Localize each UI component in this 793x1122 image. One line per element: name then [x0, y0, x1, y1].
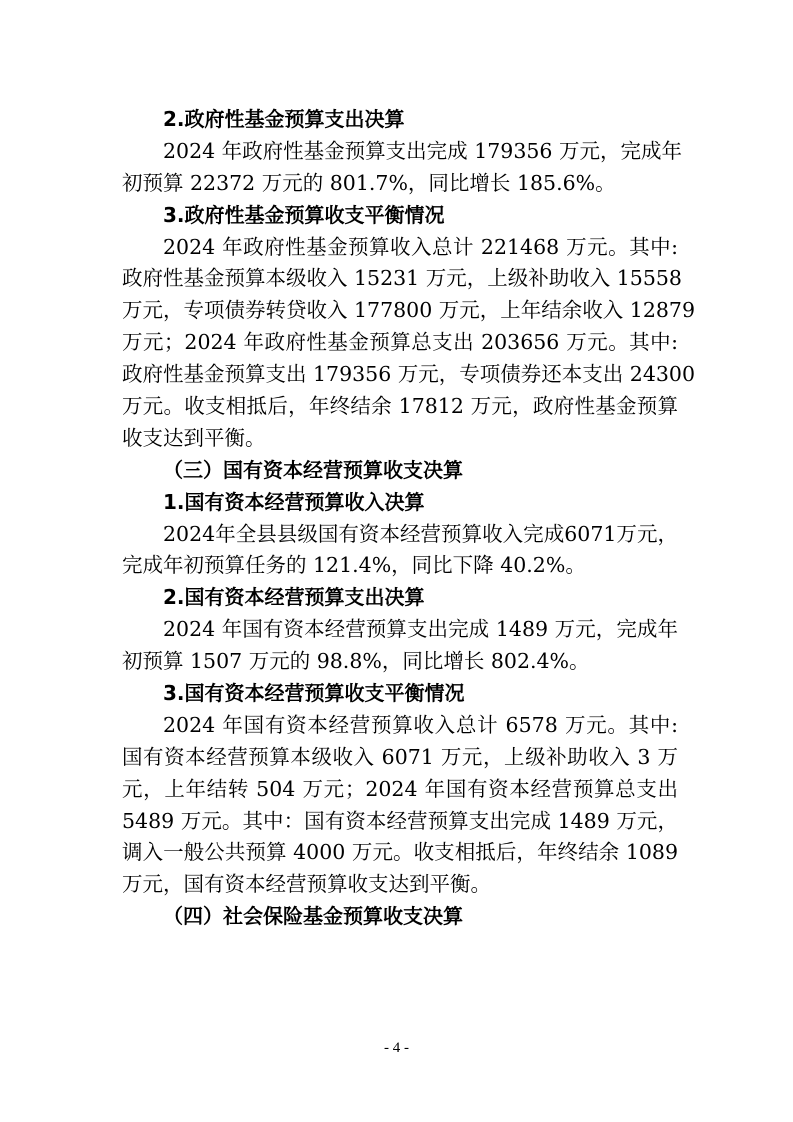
paragraph-line: 初预算 1507 万元的 98.8%，同比增长 802.4%。: [122, 649, 590, 674]
paragraph-line: 2024 年政府性基金预算收入总计 221468 万元。其中:: [163, 234, 678, 259]
paragraph-line: 2024 年国有资本经营预算收入总计 6578 万元。其中:: [163, 712, 678, 737]
paragraph-line: 完成年初预算任务的 121.4%，同比下降 40.2%。: [122, 553, 586, 578]
paragraph-line: 政府性基金预算本级收入 15231 万元，上级补助收入 15558: [122, 266, 682, 291]
paragraph-line: 万元，国有资本经营预算收支达到平衡。: [122, 872, 491, 897]
paragraph-line: 5489 万元。其中：国有资本经营预算支出完成 1489 万元，: [122, 808, 678, 833]
section-heading: 2.国有资本经营预算支出决算: [163, 585, 425, 610]
paragraph-line: 元，上年结转 504 万元；2024 年国有资本经营预算总支出: [122, 776, 678, 801]
paragraph-line: 调入一般公共预算 4000 万元。收支相抵后，年终结余 1089: [122, 840, 678, 865]
paragraph-line: 万元。收支相抵后，年终结余 17812 万元，政府性基金预算: [122, 394, 678, 419]
section-heading: 3.国有资本经营预算收支平衡情况: [163, 681, 465, 706]
section-heading: 1.国有资本经营预算收入决算: [163, 489, 425, 514]
page-number: - 4 -: [384, 1040, 409, 1056]
paragraph-line: 万元，专项债券转贷收入 177800 万元，上年结余收入 12879: [122, 298, 696, 323]
paragraph-line: 2024 年国有资本经营预算支出完成 1489 万元，完成年: [163, 617, 678, 642]
paragraph-line: 2024年全县县级国有资本经营预算收入完成6071万元，: [163, 521, 678, 546]
paragraph-line: 初预算 22372 万元的 801.7%，同比增长 185.6%。: [122, 170, 616, 195]
paragraph-line: 国有资本经营预算本级收入 6071 万元，上级补助收入 3 万: [122, 744, 678, 769]
section-heading: 3.政府性基金预算收支平衡情况: [163, 202, 445, 227]
paragraph-line: 2024 年政府性基金预算支出完成 179356 万元，完成年: [163, 138, 682, 163]
paragraph-line: 收支达到平衡。: [122, 425, 266, 450]
section-heading: （三）国有资本经营预算收支决算: [163, 457, 463, 482]
document-body: [122, 104, 696, 933]
section-heading: （四）社会保险基金预算收支决算: [163, 904, 463, 929]
section-heading: 2.政府性基金预算支出决算: [163, 107, 405, 131]
paragraph-line: 万元；2024 年政府性基金预算总支出 203656 万元。其中:: [122, 330, 678, 355]
paragraph-line: 政府性基金预算支出 179356 万元，专项债券还本支出 24300: [122, 362, 696, 387]
